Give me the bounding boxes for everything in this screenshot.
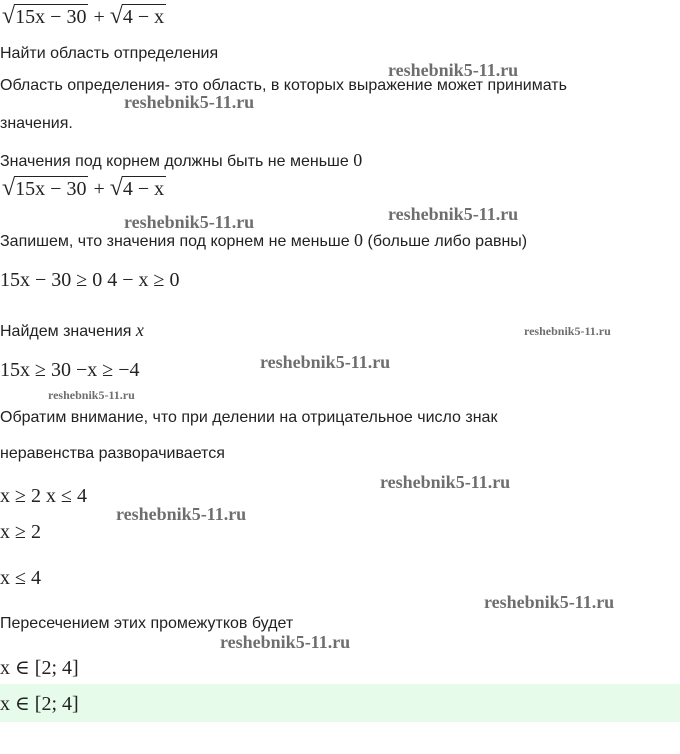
inequality-system-2: 15x ≥ 30 −x ≥ −4 <box>0 359 140 381</box>
plus-sign: + <box>93 6 105 28</box>
watermark: reshebnik5-11.ru <box>380 472 511 492</box>
expression-2 <box>2 176 166 201</box>
inequality-system-3: x ≥ 2 x ≤ 4 <box>0 485 87 507</box>
note-line-2: неравенства разворачивается <box>0 445 225 462</box>
expression-1 <box>2 4 166 29</box>
answer-text: x ∈ [2; 4] <box>0 693 79 715</box>
intersection-text: Пересечением этих промежутков будет <box>0 615 294 632</box>
note-line-1: Обратим внимание, что при делении на отрицательное число знак <box>0 409 498 426</box>
result-line: x ∈ [2; 4] <box>0 657 79 679</box>
watermark: reshebnik5-11.ru <box>388 60 519 80</box>
watermark: reshebnik5-11.ru <box>124 92 255 112</box>
task-text: Найти область отпределения <box>0 45 219 62</box>
watermark: reshebnik5-11.ru <box>524 324 611 338</box>
radical-3: √ 15x − 30 <box>2 175 87 201</box>
watermark: reshebnik5-11.ru <box>48 388 135 402</box>
watermark: reshebnik5-11.ru <box>484 592 615 612</box>
watermark: reshebnik5-11.ru <box>260 352 391 372</box>
definition-line-1: Область определения- это область, в которых выражение может принимать <box>0 77 567 94</box>
radical-1: √ 15x − 30 <box>2 3 87 29</box>
watermark: reshebnik5-11.ru <box>124 212 255 232</box>
find-text: Найдем значения x <box>0 320 144 340</box>
plus-sign-2: + <box>93 178 105 200</box>
inequality-system-1: 15x − 30 ≥ 0 4 − x ≥ 0 <box>0 269 180 291</box>
watermark: reshebnik5-11.ru <box>220 632 351 652</box>
watermark: reshebnik5-11.ru <box>388 204 519 224</box>
radical-2: √ 4 − x <box>109 3 165 29</box>
inequality-4: x ≥ 2 <box>0 521 41 543</box>
definition-line-2: значения. <box>0 115 73 132</box>
inequality-5: x ≤ 4 <box>0 567 41 589</box>
answer-box <box>0 684 680 722</box>
watermark: reshebnik5-11.ru <box>116 504 247 524</box>
condition-text: Значения под корнем должны быть не меньше 0 <box>0 150 363 170</box>
write-text: Запишем, что значения под корнем не меньше 0 (больше либо равны) <box>0 230 528 250</box>
radical-4: √ 4 − x <box>109 175 165 201</box>
